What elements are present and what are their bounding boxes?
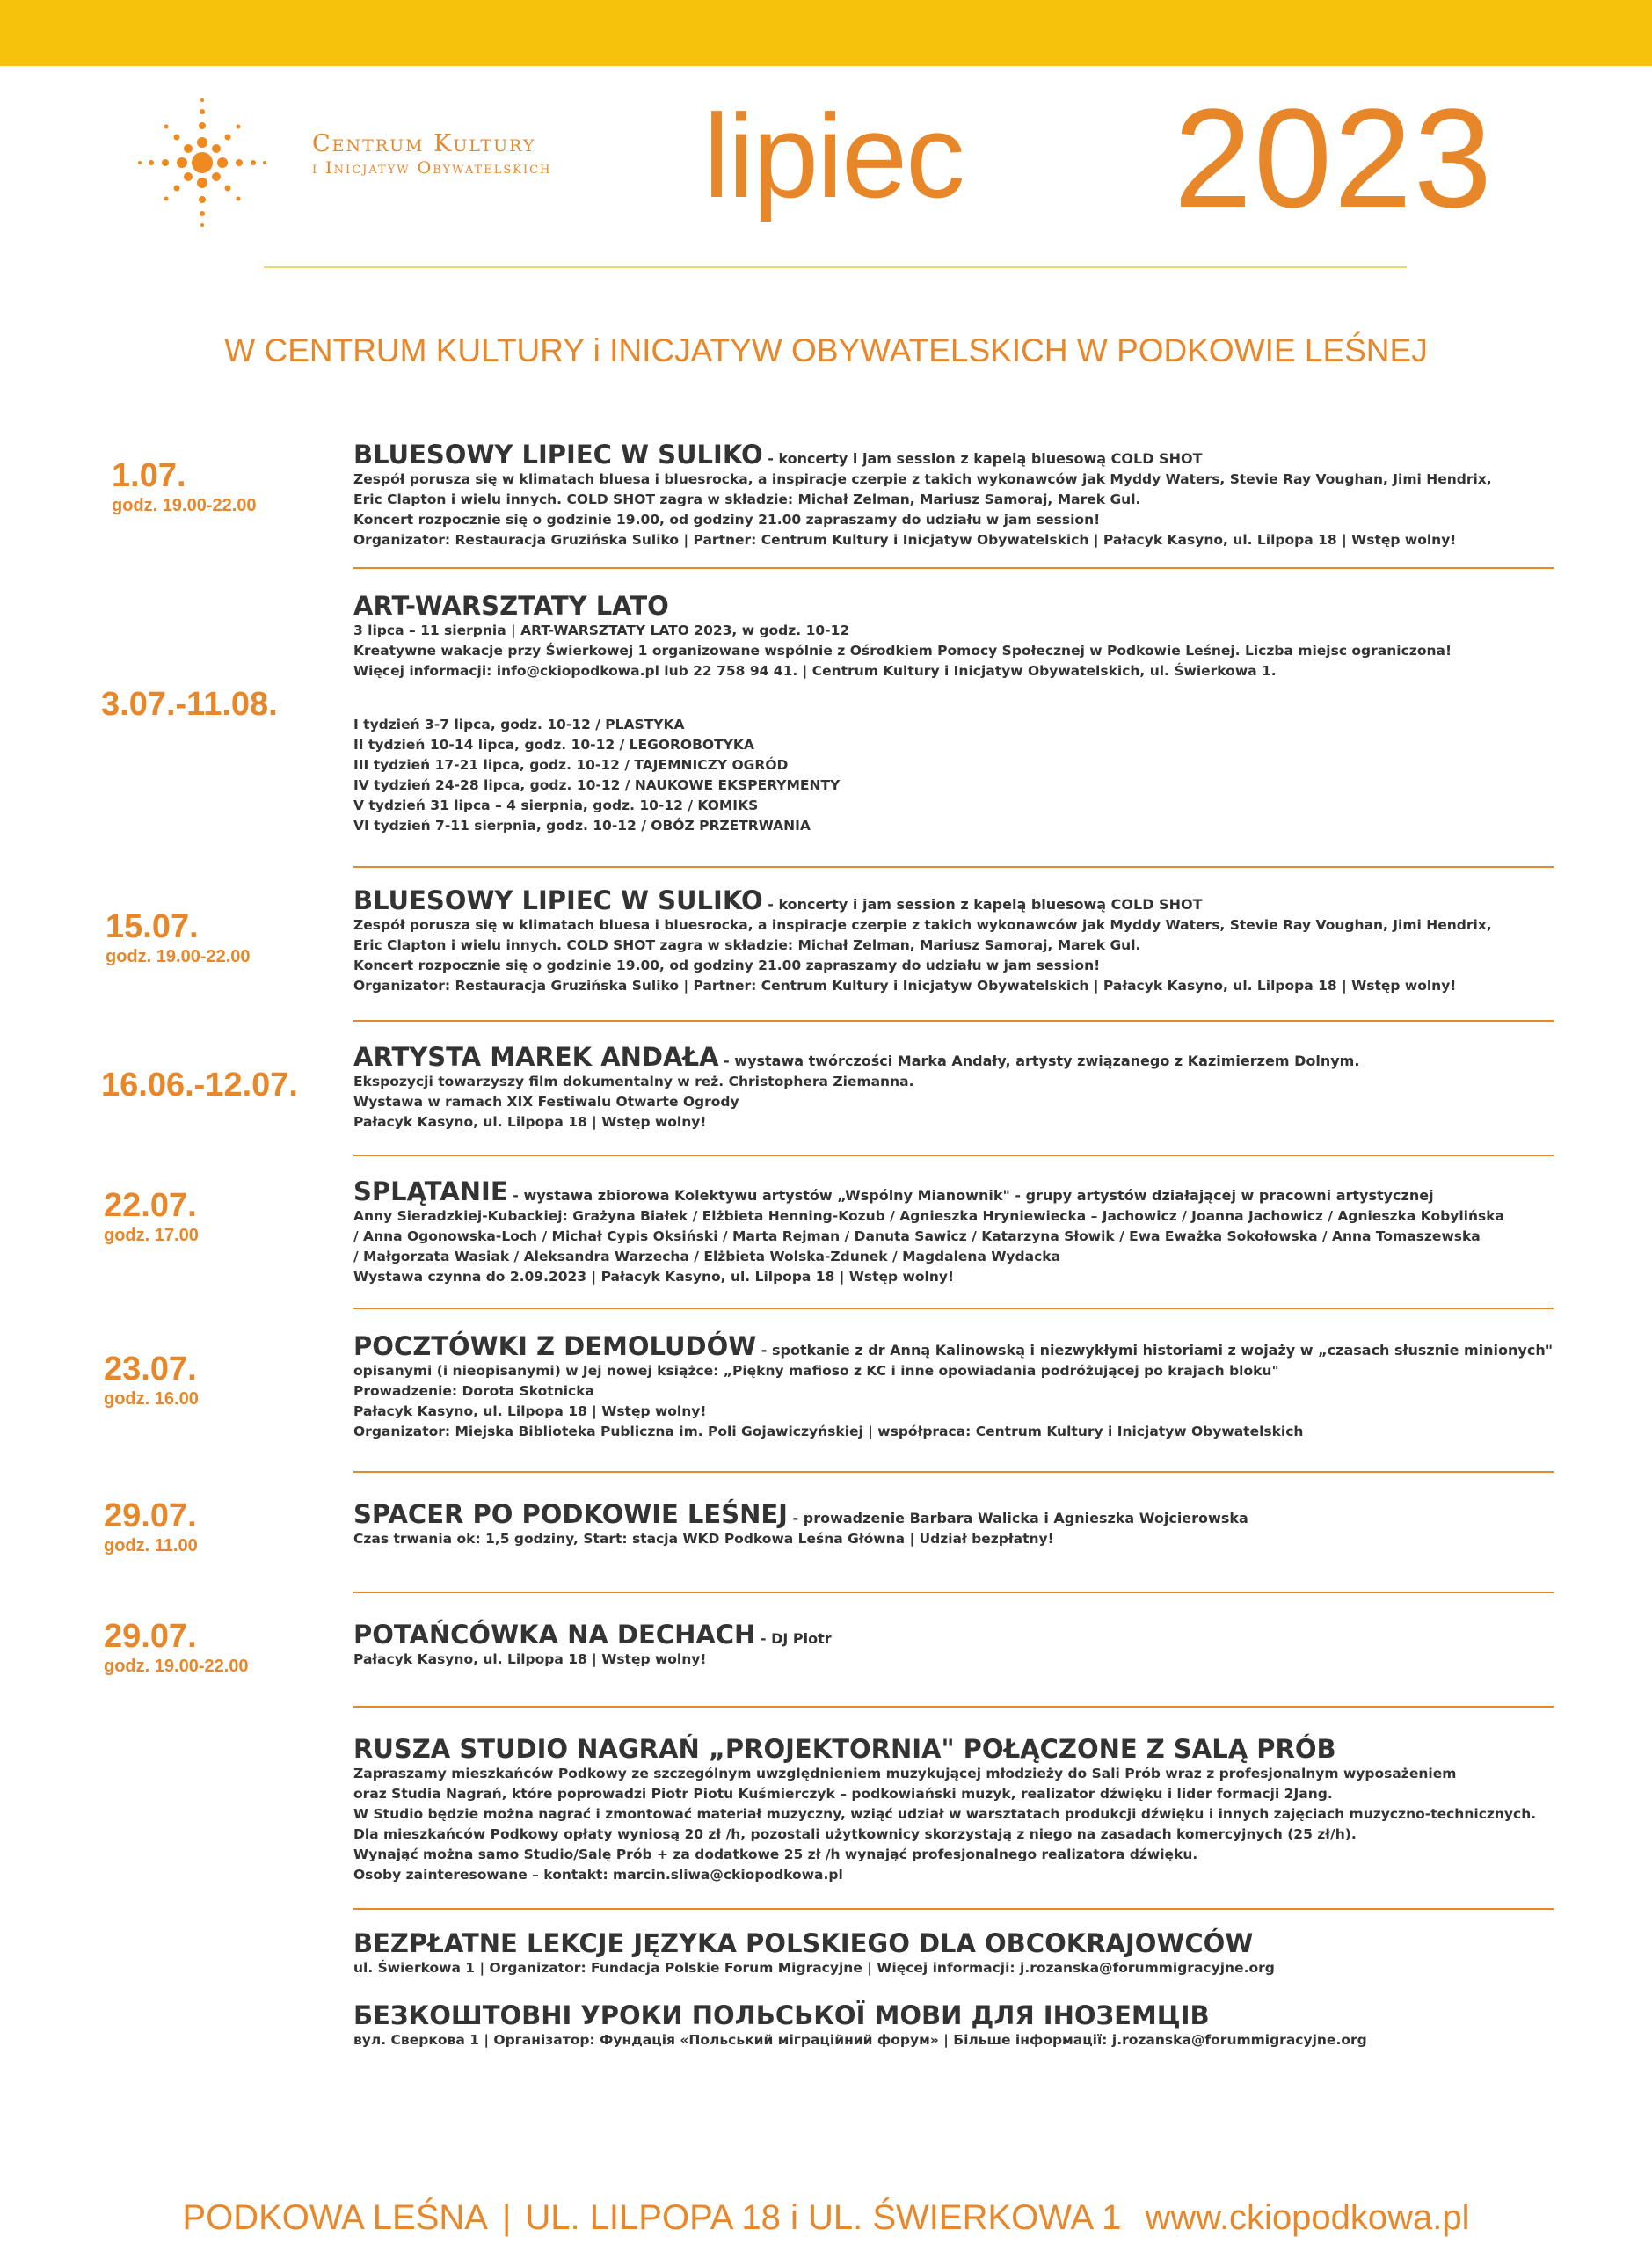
event-title-line — [353, 2000, 1567, 2030]
event-date-block — [112, 459, 257, 516]
event-text: ul. Świerkowa 1 | Organizator: Fundacja Polskie Forum Migracyjne | Więcej informacji: j.rozanska@forummigracyjne.org — [353, 1960, 1275, 1976]
event-date: 22.07. — [104, 1187, 197, 1224]
event-text: Wystawa czynna do 2.09.2023 | Pałacyk Kasyno, ul. Lilpopa 18 | Wstęp wolny! — [353, 1269, 955, 1285]
footer-divider: | — [501, 2198, 512, 2237]
footer-town: PODKOWA LEŚNA — [182, 2198, 488, 2237]
event-title: POTAŃCÓWKA NA DECHACH — [353, 1620, 756, 1650]
event-title: SPLĄTANIE — [353, 1176, 508, 1206]
event-subtitle: - DJ Piotr — [755, 1630, 832, 1647]
event-content — [353, 1331, 1567, 1442]
week-item: IV tydzień 24-28 lipca, godz. 10-12 / NAUKOWE EKSPERYMENTY — [353, 777, 841, 793]
event-text: Wynająć można samo Studio/Salę Prób + za dodatkowe 25 zł /h wynająć profesjonalnego realizatora dźwięku. — [353, 1847, 1198, 1862]
event-time: godz. 11.00 — [104, 1535, 198, 1555]
event-time: godz. 19.00-22.00 — [112, 495, 257, 515]
event-date: 29.07. — [104, 1497, 197, 1534]
event-time: godz. 17.00 — [104, 1225, 199, 1245]
event-content — [353, 1928, 1567, 1978]
event-subtitle: - koncerty i jam session z kapelą bluesową COLD SHOT — [762, 450, 1203, 467]
event-title-line — [353, 591, 1567, 621]
week-item: VI tydzień 7-11 sierpnia, godz. 10-12 / OBÓZ PRZETRWANIA — [353, 818, 811, 834]
event-text: Czas trwania ok: 1,5 godziny, Start: stacja WKD Podkowa Leśna Główna | Udział bezpłatny! — [353, 1531, 1054, 1547]
event-text: 3 lipca – 11 sierpnia | ART-WARSZTATY LATO 2023, w godz. 10-12 — [353, 623, 850, 638]
event-text: / Małgorzata Wasiak / Aleksandra Warzecha / Elżbieta Wolska-Zdunek / Magdalena Wydacka — [353, 1249, 1061, 1264]
event-content — [353, 885, 1567, 996]
event-title-line — [353, 1331, 1567, 1361]
event-text: Koncert rozpocznie się o godzinie 19.00, od godziny 21.00 zapraszamy do udziału w jam session! — [353, 958, 1101, 973]
event-title-line — [353, 1734, 1567, 1764]
footer-address: UL. LILPOPA 18 i UL. ŚWIERKOWA 1 — [525, 2198, 1122, 2237]
event-content — [353, 1499, 1567, 1549]
event-date-block — [104, 1189, 199, 1246]
event-text: Zapraszamy mieszkańców Podkowy ze szczególnym uwzględnieniem muzykującej młodzieży do Sali Prób wraz z profesjonalnym wyposażeniem — [353, 1766, 1457, 1781]
event-separator — [353, 1155, 1554, 1156]
event-text: Zespół porusza się w klimatach bluesa i bluesrocka, a inspiracje czerpie z takich wykonawców jak Myddy Waters, Stevie Ray Voughan, Jimi Hendrix, — [353, 917, 1492, 933]
week-item: II tydzień 10-14 lipca, godz. 10-12 / LEGOROBOTYKA — [353, 737, 754, 753]
month-title: lipiec — [703, 90, 964, 222]
event-separator — [353, 1706, 1554, 1708]
event-text: Ekspozycji towarzyszy film dokumentalny w reż. Christophera Ziemanna. — [353, 1074, 914, 1089]
event-content — [353, 2000, 1567, 2051]
event-text: W Studio będzie można nagrać i zmontować materiał muzyczny, wziąć udział w warsztatach produkcji dźwięku i innych zajęciach muzyczno-technicznych. — [353, 1806, 1537, 1822]
event-date-block — [101, 688, 278, 723]
event-title: SPACER PO PODKOWIE LEŚNEJ — [353, 1499, 788, 1529]
organization-name — [312, 132, 551, 177]
event-date: 16.06.-12.07. — [101, 1067, 298, 1104]
event-text: Prowadzenie: Dorota Skotnicka — [353, 1383, 595, 1399]
event-separator — [353, 567, 1554, 569]
event-separator — [353, 1592, 1554, 1593]
top-bar — [0, 0, 1652, 66]
event-separator — [353, 866, 1554, 868]
event-text: Wystawa w ramach XIX Festiwalu Otwarte Ogrody — [353, 1094, 739, 1110]
event-separator — [353, 1471, 1554, 1473]
event-title: BLUESOWY LIPIEC W SULIKO — [353, 440, 763, 470]
event-title: BEZPŁATNE LEKCJE JĘZYKA POLSKIEGO DLA OBCOKRAJOWCÓW — [353, 1928, 1254, 1958]
event-subtitle: - wystawa twórczości Marka Andały, artysty związanego z Kazimierzem Dolnym. — [718, 1053, 1360, 1069]
event-time: godz. 16.00 — [104, 1388, 199, 1409]
event-text: Organizator: Miejska Biblioteka Publiczna im. Poli Gojawiczyńskiej | współpraca: Centrum Kultury i Inicjatyw Obywatelskich — [353, 1424, 1304, 1439]
event-title: POCZTÓWKI Z DEMOLUDÓW — [353, 1331, 757, 1361]
event-title-line — [353, 1176, 1567, 1206]
subtitle: W CENTRUM KULTURY i INICJATYW OBYWATELSKICH W PODKOWIE LEŚNEJ — [224, 332, 1428, 368]
event-content — [353, 440, 1567, 550]
event-title-line — [353, 1928, 1567, 1958]
event-subtitle: - koncerty i jam session z kapelą bluesową COLD SHOT — [762, 896, 1203, 913]
event-date: 3.07.-11.08. — [101, 686, 278, 723]
event-date-block — [101, 1068, 298, 1104]
event-text: / Anna Ogonowska-Loch / Michał Cypis Oksiński / Marta Rejman / Danuta Sawicz / Katarzyna Słowik / Ewa Eważka Sokołowska / Anna Tomaszewska — [353, 1228, 1481, 1244]
event-content — [353, 591, 1567, 836]
event-date-block — [106, 910, 251, 967]
week-item: III tydzień 17-21 lipca, godz. 10-12 / TAJEMNICZY OGRÓD — [353, 757, 789, 773]
event-subtitle: - spotkanie z dr Anną Kalinowską i niezwykłymi historiami z wojaży w „czasach słusznie minionych" — [756, 1342, 1554, 1359]
event-text: Pałacyk Kasyno, ul. Lilpopa 18 | Wstęp wolny! — [353, 1114, 707, 1130]
event-subtitle: - prowadzenie Barbara Walicka i Agnieszka Wojcierowska — [787, 1510, 1248, 1526]
footer-website-link[interactable]: www.ckiopodkowa.pl — [1145, 2198, 1470, 2237]
event-text: Zespół porusza się w klimatach bluesa i bluesrocka, a inspiracje czerpie z takich wykonawców jak Myddy Waters, Stevie Ray Voughan, Jimi Hendrix, — [353, 471, 1492, 487]
event-text: Koncert rozpocznie się o godzinie 19.00, od godziny 21.00 zapraszamy do udziału w jam session! — [353, 512, 1101, 528]
event-text: Dla mieszkańców Podkowy opłaty wyniosą 20 zł /h, pozostali użytkownicy skorzystają z niego na zasadach komercyjnych (25 zł/h). — [353, 1826, 1357, 1842]
header-divider — [264, 266, 1407, 268]
event-separator — [353, 1908, 1554, 1910]
event-date-block — [104, 1620, 249, 1677]
event-content — [353, 1176, 1567, 1287]
event-title: ART-WARSZTATY LATO — [353, 591, 669, 621]
event-date: 23.07. — [104, 1351, 197, 1388]
event-text: Anny Sieradzkiej-Kubackiej: Grażyna Białek / Elżbieta Henning-Kozub / Agnieszka Hryniewiecka – Jachowicz / Joanna Jachowicz / Agnieszka Kobylińska — [353, 1208, 1504, 1224]
organization-name-line2: i Inicjatyw Obywatelskich — [312, 158, 552, 178]
event-content — [353, 1042, 1567, 1133]
event-text: Pałacyk Kasyno, ul. Lilpopa 18 | Wstęp wolny! — [353, 1403, 707, 1419]
event-separator — [353, 1308, 1554, 1309]
event-subtitle: - wystawa zbiorowa Kolektywu artystów „Wspólny Mianownik" - grupy artystów działającej w pracowni artystycznej — [507, 1187, 1434, 1204]
event-title-line — [353, 885, 1567, 915]
event-content — [353, 1734, 1567, 1885]
event-text: Eric Clapton i wielu innych. COLD SHOT zagra w składzie: Michał Zelman, Mariusz Samoraj, Marek Gul. — [353, 937, 1141, 953]
event-title-line — [353, 440, 1567, 470]
event-title-line — [353, 1499, 1567, 1529]
event-text: opisanymi (i nieopisanymi) w Jej nowej książce: „Piękny mafioso z KC i inne opowiadania podróżującej po krajach bloku" — [353, 1363, 1279, 1379]
event-title: BLUESOWY LIPIEC W SULIKO — [353, 885, 763, 915]
event-time: godz. 19.00-22.00 — [106, 946, 251, 966]
event-date-block — [104, 1499, 198, 1556]
week-item: I tydzień 3-7 lipca, godz. 10-12 / PLASTYKA — [353, 717, 685, 732]
event-date: 1.07. — [112, 457, 186, 494]
event-title: БЕЗКОШТОВНІ УРОКИ ПОЛЬСЬКОЇ МОВИ ДЛЯ ІНОЗЕМЦІВ — [353, 2000, 1210, 2030]
event-title: RUSZA STUDIO NAGRAŃ „PROJEKTORNIA" POŁĄCZONE Z SALĄ PRÓB — [353, 1734, 1336, 1764]
event-text: вул. Сверкова 1 | Організатор: Фундація «Польський міграційний форум» | Більше інформації: j.rozanska@forummigracyjne.org — [353, 2032, 1367, 2048]
event-text: Osoby zainteresowane – kontakt: marcin.sliwa@ckiopodkowa.pl — [353, 1867, 843, 1883]
event-separator — [353, 1020, 1554, 1022]
event-text: Organizator: Restauracja Gruzińska Suliko | Partner: Centrum Kultury i Inicjatyw Obywatelskich | Pałacyk Kasyno, ul. Lilpopa 18 | Wstęp wolny! — [353, 532, 1457, 548]
event-title: ARTYSTA MAREK ANDAŁA — [353, 1042, 719, 1072]
event-text: Więcej informacji: info@ckiopodkowa.pl lub 22 758 94 41. | Centrum Kultury i Inicjatyw Obywatelskich, ul. Świerkowa 1. — [353, 663, 1277, 679]
event-title-line — [353, 1620, 1567, 1650]
footer — [0, 2198, 1652, 2238]
event-text: Kreatywne wakacje przy Świerkowej 1 organizowane wspólnie z Ośrodkiem Pomocy Społecznej w Podkowie Leśnej. Liczba miejsc ograniczona! — [353, 643, 1452, 659]
event-text: Organizator: Restauracja Gruzińska Suliko | Partner: Centrum Kultury i Inicjatyw Obywatelskich | Pałacyk Kasyno, ul. Lilpopa 18 | Wstęp wolny! — [353, 978, 1457, 994]
event-date: 15.07. — [106, 908, 199, 945]
spacer — [353, 681, 1567, 715]
sun-logo-icon — [136, 97, 268, 229]
event-text: Eric Clapton i wielu innych. COLD SHOT zagra w składzie: Michał Zelman, Mariusz Samoraj, Marek Gul. — [353, 492, 1141, 507]
event-content — [353, 1620, 1567, 1670]
organization-name-line1: Centrum Kultury — [312, 130, 536, 157]
event-date-block — [104, 1352, 199, 1410]
event-text: Pałacyk Kasyno, ul. Lilpopa 18 | Wstęp wolny! — [353, 1651, 707, 1667]
week-item: V tydzień 31 lipca – 4 sierpnia, godz. 10-12 / KOMIKS — [353, 798, 759, 813]
year-title: 2023 — [1174, 79, 1494, 237]
event-title-line — [353, 1042, 1567, 1072]
event-time: godz. 19.00-22.00 — [104, 1656, 249, 1676]
event-text: oraz Studia Nagrań, które poprowadzi Piotr Piotu Kuśmierczyk – podkowiański muzyk, realizator dźwięku i lider formacji 2Jang. — [353, 1786, 1333, 1802]
event-date: 29.07. — [104, 1618, 197, 1655]
